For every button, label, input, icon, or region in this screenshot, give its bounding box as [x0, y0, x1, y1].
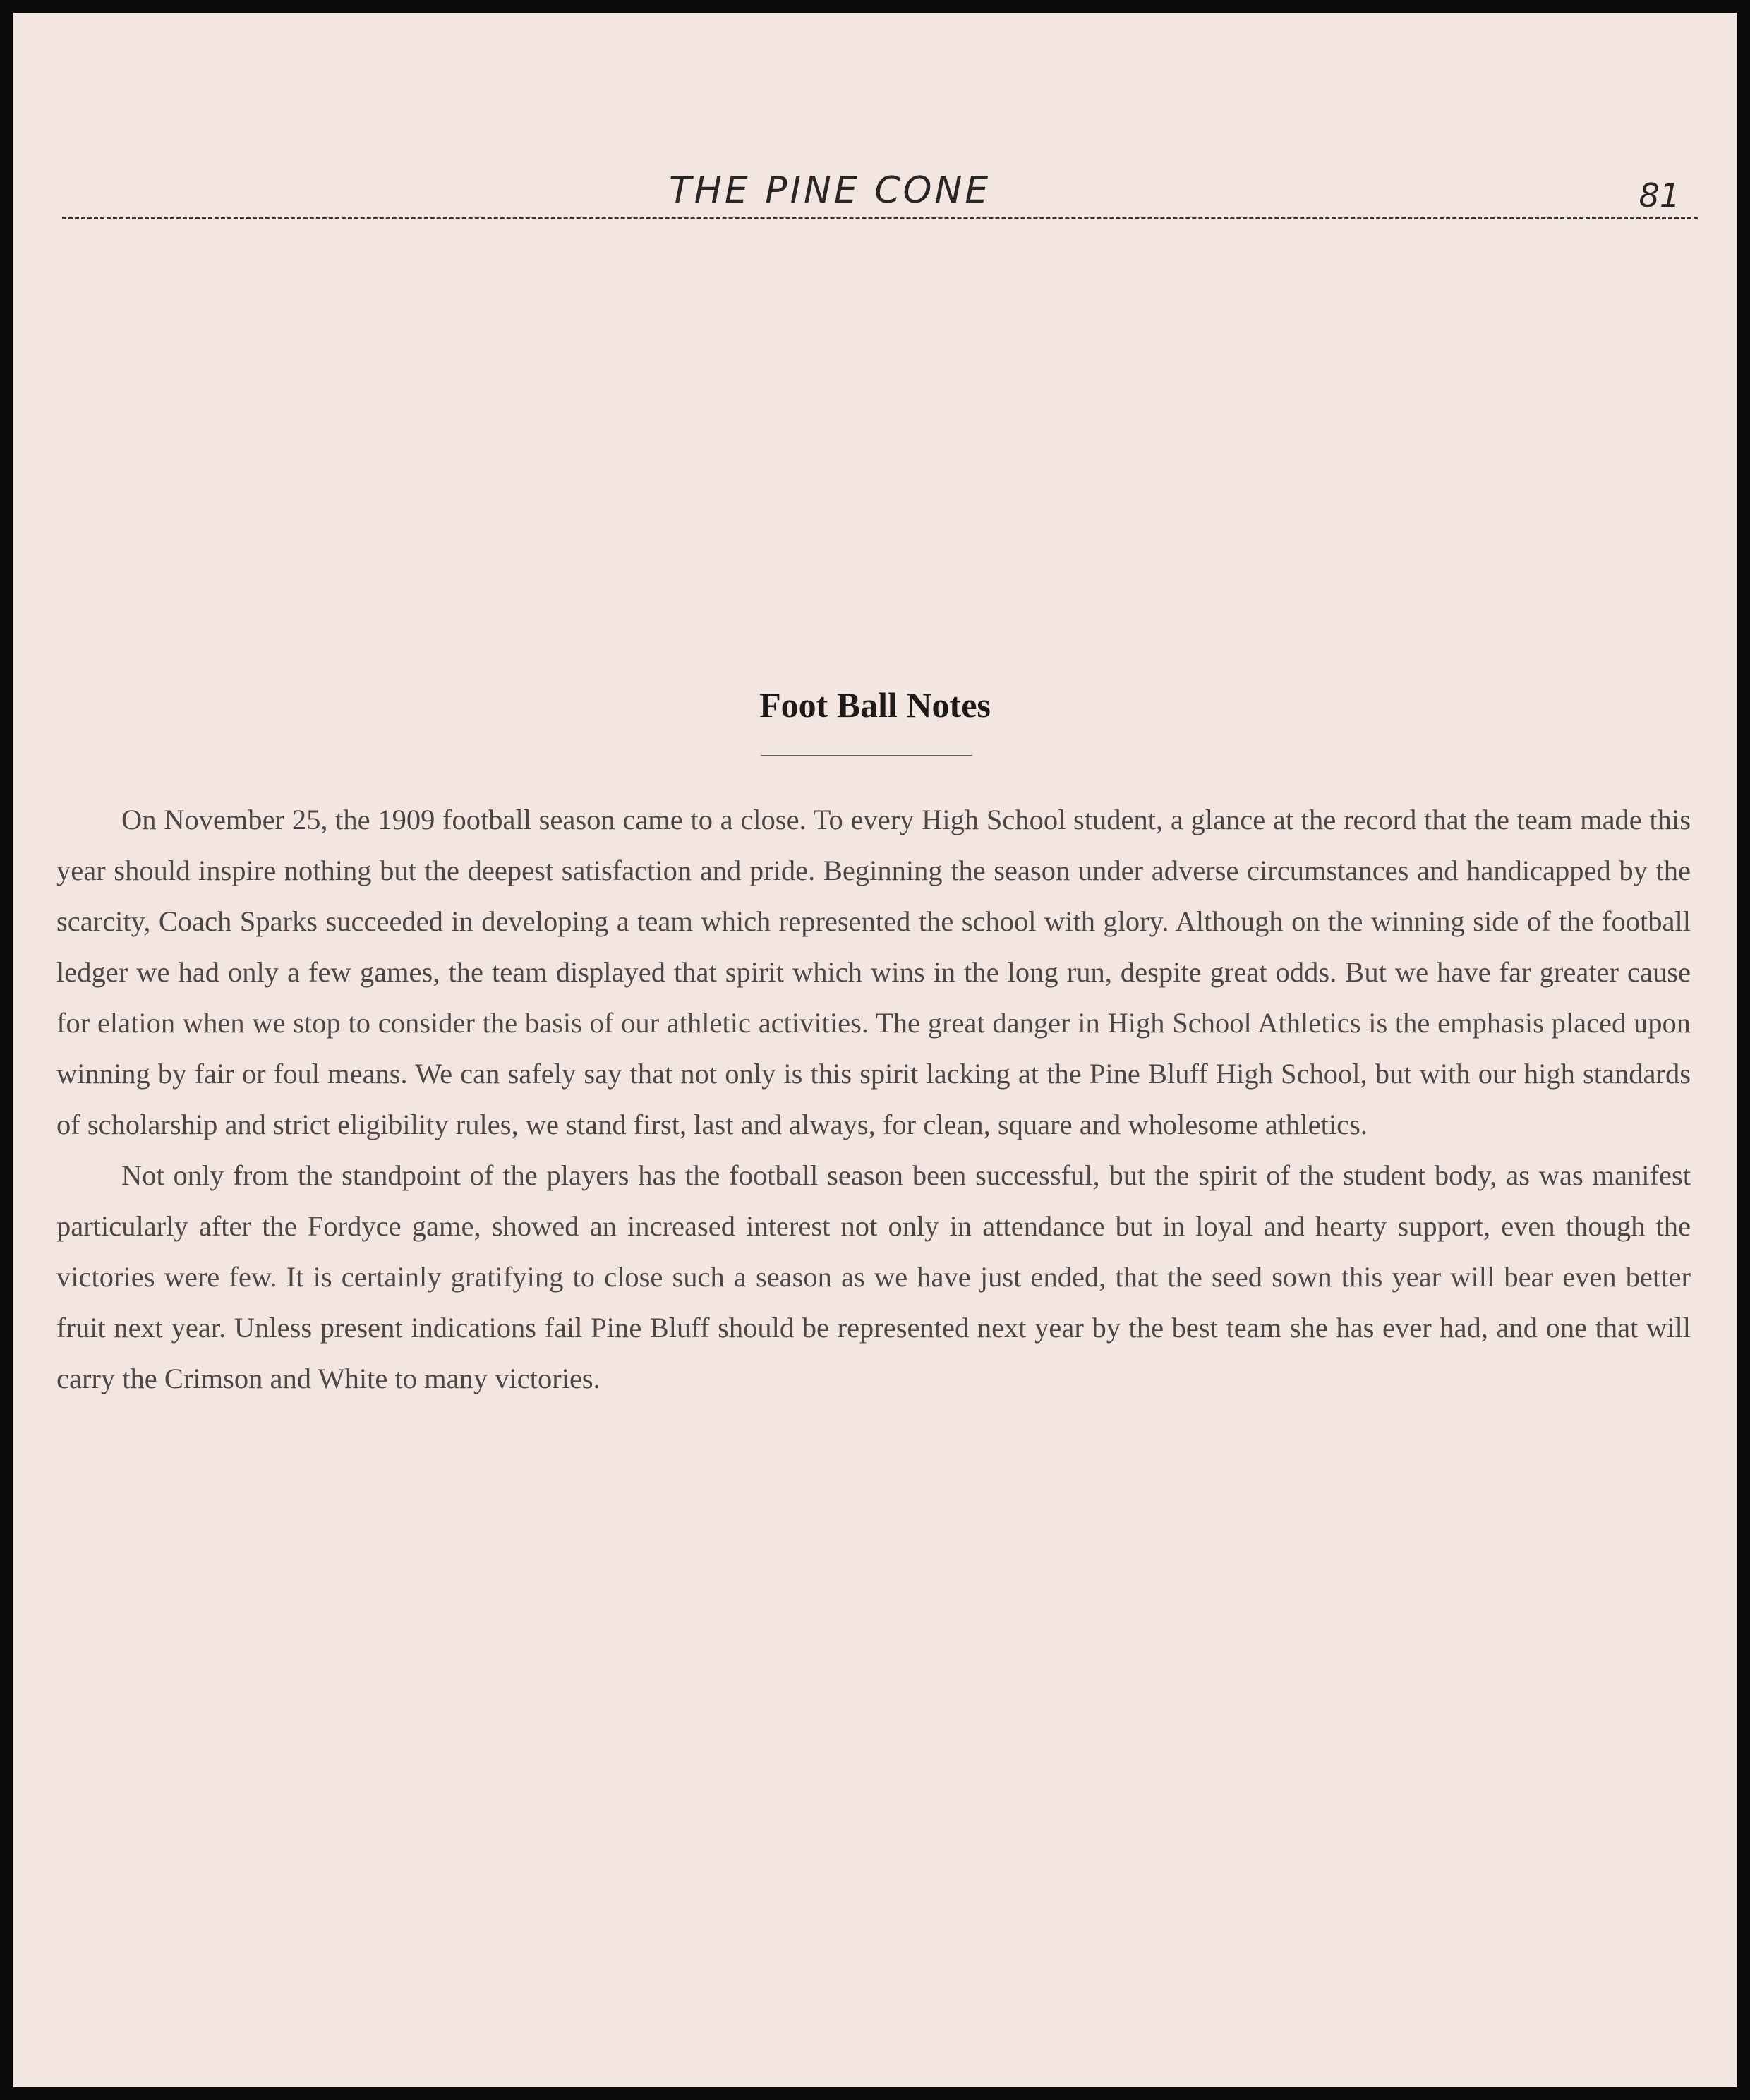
page: [13, 13, 1737, 2087]
paragraph: Not only from the standpoint of the players has the football season been successful, but the spirit of the student body, as was manifest particularly after the Fordyce game, showed an increased interest not only in attendance but in loyal and hearty support, even though the victories were few. It is certainly gratifying to close such a season as we have just ended, that the seed sown this year will bear even better fruit next year. Unless present indications fail Pine Bluff should be represented next year by the best team she has ever had, and one that will carry the Crimson and White to many victories.: [56, 1159, 1691, 1394]
article-body: [56, 795, 1691, 1404]
article-title: Foot Ball Notes: [759, 685, 991, 725]
title-rule: [761, 755, 972, 756]
running-title: THE PINE CONE: [662, 169, 998, 212]
header-rule: [62, 217, 1698, 219]
page-number: 81: [1634, 176, 1684, 215]
paragraph: On November 25, the 1909 football season came to a close. To every High School student, a glance at the record that the team made this year should inspire nothing but the deepest satisfaction and pride. Beginning the season under adverse circumstances and handicapped by the scarcity, Coach Sparks succeeded in developing a team which represented the school with glory. Although on the winning side of the football ledger we had only a few games, the team displayed that spirit which wins in the long run, despite great odds. But we have far greater cause for elation when we stop to consider the basis of our athletic activities. The great danger in High School Athletics is the emphasis placed upon winning by fair or foul means. We can safely say that not only is this spirit lacking at the Pine Bluff High School, but with our high standards of scholarship and strict eligibility rules, we stand first, last and always, for clean, square and wholesome athletics.: [56, 804, 1691, 1140]
